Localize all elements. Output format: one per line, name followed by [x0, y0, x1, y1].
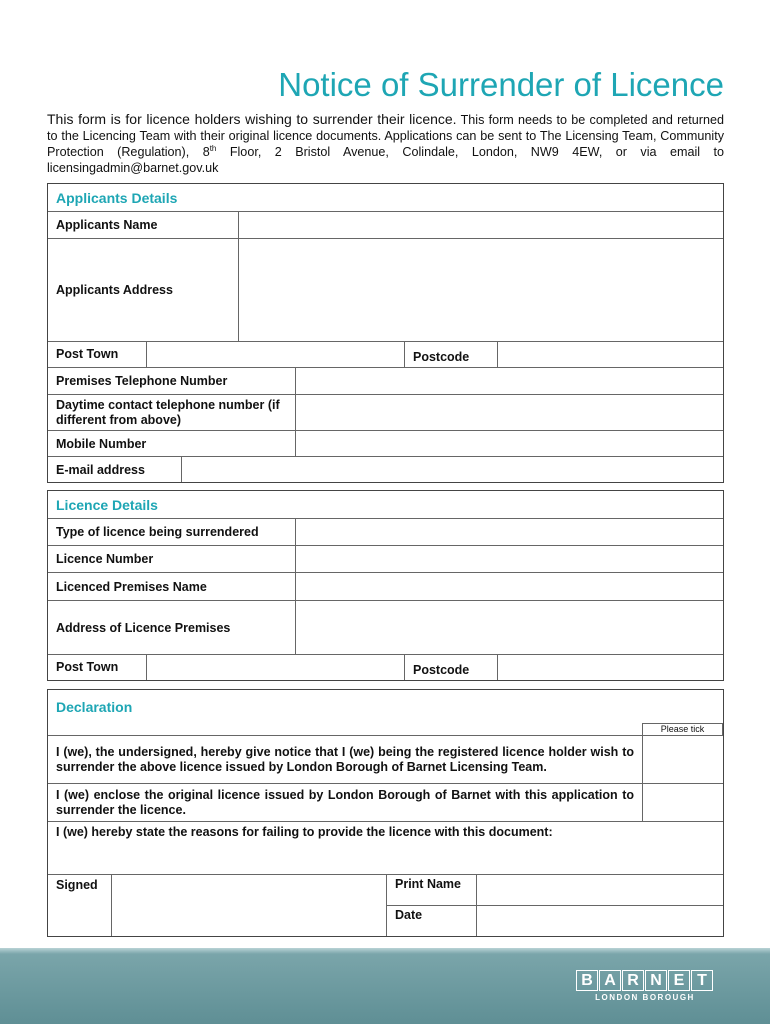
- declaration-heading-row: [48, 690, 723, 723]
- applicant-name-label: Applicants Name: [56, 218, 158, 232]
- logo-subtitle: LONDON BOROUGH: [595, 993, 695, 1002]
- applicant-name-field[interactable]: [238, 212, 723, 238]
- premises-name-row: [48, 572, 723, 600]
- intro-lead: This form is for licence holders wishing to surrender their licence.: [47, 111, 457, 127]
- please-tick-row: [48, 723, 723, 735]
- premises-phone-row: [48, 367, 723, 394]
- licence-number-row: [48, 545, 723, 572]
- applicant-post-town-row: [48, 341, 723, 367]
- signed-label: Signed: [56, 878, 98, 892]
- mobile-label: Mobile Number: [56, 436, 147, 451]
- logo-letter: N: [645, 970, 667, 991]
- licence-number-field[interactable]: [295, 546, 723, 572]
- logo-letter: E: [668, 970, 690, 991]
- date-label: Date: [395, 908, 423, 922]
- premises-name-field[interactable]: [295, 573, 723, 600]
- licence-postcode-label: Postcode: [404, 655, 497, 680]
- applicant-postcode-field[interactable]: [497, 342, 723, 367]
- applicant-address-row: [48, 238, 723, 341]
- print-name-field[interactable]: [477, 875, 723, 906]
- statement-2-row: [48, 783, 723, 821]
- premises-phone-field[interactable]: [295, 368, 723, 394]
- licence-type-field[interactable]: [295, 519, 723, 545]
- statement-1-row: [48, 735, 723, 783]
- reasons-label: I (we) hereby state the reasons for failing to provide the licence with this document:: [56, 825, 553, 839]
- licence-type-row: [48, 518, 723, 545]
- premises-address-row: [48, 600, 723, 654]
- logo-letter: T: [691, 970, 713, 991]
- logo-letter: A: [599, 970, 621, 991]
- intro-superscript: th: [209, 143, 217, 153]
- licence-heading-row: [48, 491, 723, 518]
- please-tick-label: Please tick: [642, 723, 723, 735]
- statement-1-tickbox[interactable]: [642, 736, 723, 783]
- applicant-address-label: Applicants Address: [56, 283, 173, 297]
- premises-address-label: Address of Licence Premises: [56, 620, 231, 635]
- logo-letters: [576, 970, 716, 991]
- licence-post-town-row: [48, 654, 723, 680]
- licence-number-label: Licence Number: [56, 552, 154, 566]
- licence-postcode-field[interactable]: [497, 655, 723, 680]
- applicants-details-heading: Applicants Details: [56, 189, 178, 206]
- signed-field[interactable]: [111, 875, 386, 936]
- email-row: [48, 456, 723, 482]
- daytime-phone-field[interactable]: [295, 395, 723, 430]
- declaration-statement-2: I (we) enclose the original licence issued by London Borough of Barnet with this application to surrender the licence.: [56, 787, 634, 817]
- licence-post-town-label: Post Town: [56, 660, 119, 674]
- declaration-heading: Declaration: [56, 698, 133, 715]
- applicants-details-section: [47, 183, 724, 483]
- daytime-phone-label: Daytime contact telephone number (if different from above): [56, 397, 280, 427]
- applicant-post-town-field[interactable]: [146, 342, 404, 367]
- intro-text: [47, 111, 724, 176]
- applicant-address-field[interactable]: [238, 239, 723, 341]
- mobile-field[interactable]: [295, 431, 723, 456]
- premises-name-label: Licenced Premises Name: [56, 579, 207, 594]
- barnet-logo: [576, 970, 716, 1002]
- email-field[interactable]: [181, 457, 723, 482]
- daytime-phone-row: [48, 394, 723, 430]
- email-label: E-mail address: [56, 462, 145, 477]
- date-field[interactable]: [477, 906, 723, 936]
- name-date-fields: [476, 875, 723, 936]
- signature-row: [48, 874, 723, 936]
- mobile-row: [48, 430, 723, 456]
- applicants-heading-row: [48, 184, 723, 211]
- licence-details-section: [47, 490, 724, 681]
- print-name-label: Print Name: [387, 875, 476, 906]
- licence-type-label: Type of licence being surrendered: [56, 525, 259, 539]
- licence-post-town-field[interactable]: [146, 655, 404, 680]
- reasons-row: [48, 821, 723, 874]
- intro-body: This form needs to be completed and returned to the Licencing Team with their original licence documents. Applications can be sent to The Licensing Team, Community Protection (Regulation), 8: [47, 113, 725, 159]
- premises-phone-label: Premises Telephone Number: [56, 374, 228, 388]
- name-date-labels: [386, 875, 476, 936]
- intro-body-end: Floor, 2 Bristol Avenue, Colindale, London, NW9 4EW, or via email to licensingadmin@barnet.gov.uk: [47, 145, 724, 175]
- page-title: Notice of Surrender of Licence: [278, 66, 724, 103]
- applicant-postcode-label: Postcode: [404, 342, 497, 367]
- logo-letter: B: [576, 970, 598, 991]
- applicant-name-row: [48, 211, 723, 238]
- licence-details-heading: Licence Details: [56, 496, 158, 513]
- statement-2-tickbox[interactable]: [642, 784, 723, 821]
- reasons-field[interactable]: [48, 822, 723, 874]
- applicant-post-town-label: Post Town: [56, 347, 119, 361]
- declaration-statement-1: I (we), the undersigned, hereby give notice that I (we) being the registered licence holder wish to surrender the above licence issued by London Borough of Barnet Licensing Team.: [56, 744, 634, 774]
- declaration-section: [47, 689, 724, 937]
- logo-letter: R: [622, 970, 644, 991]
- premises-address-field[interactable]: [295, 601, 723, 654]
